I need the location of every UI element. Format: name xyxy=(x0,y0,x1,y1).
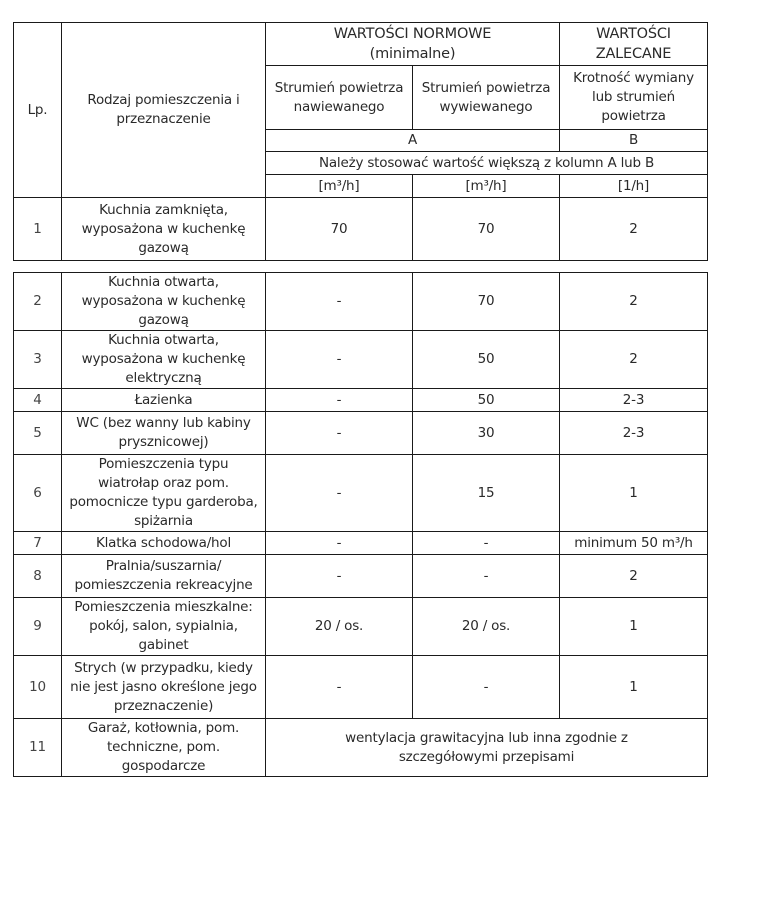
table-row xyxy=(14,273,708,331)
cell-exhaust: 50 xyxy=(413,331,560,389)
header-note: Należy stosować wartość większą z kolumn A lub B xyxy=(266,152,708,175)
cell-exchange: minimum 50 m³/h xyxy=(560,532,708,555)
cell-room: Garaż, kotłownia, pom. techniczne, pom. gospodarcze xyxy=(62,719,266,777)
table-row xyxy=(14,198,708,261)
table-row xyxy=(14,555,708,598)
cell-exhaust: 70 xyxy=(413,198,560,261)
normative-title: WARTOŚCI NORMOWE xyxy=(333,26,492,42)
cell-exhaust: 20 / os. xyxy=(413,598,560,656)
cell-room: Kuchnia otwarta, wyposażona w kuchenkę gazową xyxy=(62,273,266,331)
cell-room: Pomieszczenia typu wiatrołap oraz pom. pomocnicze typu garderoba, spiżarnia xyxy=(62,455,266,532)
header-col-a: A xyxy=(266,130,560,152)
cell-supply: - xyxy=(266,389,413,412)
cell-room: Łazienka xyxy=(62,389,266,412)
cell-room: WC (bez wanny lub kabiny prysznicowej) xyxy=(62,412,266,455)
unit-exhaust: [m³/h] xyxy=(413,175,560,198)
cell-exchange: 2 xyxy=(560,555,708,598)
table-row xyxy=(14,656,708,719)
cell-room: Pralnia/suszarnia/ pomieszczenia rekreacyjne xyxy=(62,555,266,598)
unit-exchange: [1/h] xyxy=(560,175,708,198)
cell-exchange: 2-3 xyxy=(560,389,708,412)
cell-merged: wentylacja grawitacyjna lub inna zgodnie z szczegółowymi przepisami xyxy=(266,719,708,777)
cell-lp: 6 xyxy=(14,455,62,532)
cell-lp: 4 xyxy=(14,389,62,412)
table-row xyxy=(14,719,708,777)
cell-supply: - xyxy=(266,455,413,532)
cell-exhaust: 15 xyxy=(413,455,560,532)
header-exchange: Krotność wymiany lub strumień powietrza xyxy=(560,66,708,130)
cell-lp: 10 xyxy=(14,656,62,719)
cell-exhaust: - xyxy=(413,532,560,555)
cell-supply: - xyxy=(266,532,413,555)
unit-supply: [m³/h] xyxy=(266,175,413,198)
cell-exchange: 2-3 xyxy=(560,412,708,455)
cell-exchange: 2 xyxy=(560,273,708,331)
cell-supply: - xyxy=(266,412,413,455)
cell-lp: 11 xyxy=(14,719,62,777)
header-supply: Strumień powietrza nawiewanego xyxy=(266,66,413,130)
header-room-type: Rodzaj pomieszczenia i przeznaczenie xyxy=(62,23,266,198)
table-row xyxy=(14,389,708,412)
cell-exchange: 2 xyxy=(560,198,708,261)
cell-lp: 7 xyxy=(14,532,62,555)
cell-exchange: 1 xyxy=(560,598,708,656)
cell-lp: 2 xyxy=(14,273,62,331)
cell-lp: 5 xyxy=(14,412,62,455)
table-row xyxy=(14,532,708,555)
header-lp: Lp. xyxy=(14,23,62,198)
table-row xyxy=(14,598,708,656)
cell-supply: - xyxy=(266,273,413,331)
table-row xyxy=(14,331,708,389)
cell-lp: 1 xyxy=(14,198,62,261)
header-col-b: B xyxy=(560,130,708,152)
cell-exhaust: - xyxy=(413,656,560,719)
table-row xyxy=(14,412,708,455)
table-row xyxy=(14,455,708,532)
cell-exhaust: - xyxy=(413,555,560,598)
cell-exhaust: 50 xyxy=(413,389,560,412)
cell-exchange: 1 xyxy=(560,656,708,719)
cell-room: Kuchnia zamknięta, wyposażona w kuchenkę gazową xyxy=(62,198,266,261)
normative-sub: (minimalne) xyxy=(369,46,456,62)
header-normative xyxy=(266,23,560,66)
cell-supply: 70 xyxy=(266,198,413,261)
cell-supply: - xyxy=(266,656,413,719)
ventilation-table-header xyxy=(13,22,708,261)
cell-room: Kuchnia otwarta, wyposażona w kuchenkę elektryczną xyxy=(62,331,266,389)
cell-lp: 3 xyxy=(14,331,62,389)
cell-lp: 8 xyxy=(14,555,62,598)
cell-room: Klatka schodowa/hol xyxy=(62,532,266,555)
header-exhaust: Strumień powietrza wywiewanego xyxy=(413,66,560,130)
cell-lp: 9 xyxy=(14,598,62,656)
cell-supply: - xyxy=(266,555,413,598)
cell-room: Strych (w przypadku, kiedy nie jest jasno określone jego przeznaczenie) xyxy=(62,656,266,719)
cell-supply: 20 / os. xyxy=(266,598,413,656)
cell-exchange: 2 xyxy=(560,331,708,389)
cell-room: Pomieszczenia mieszkalne: pokój, salon, sypialnia, gabinet xyxy=(62,598,266,656)
ventilation-table-body xyxy=(13,272,708,777)
cell-exhaust: 30 xyxy=(413,412,560,455)
cell-exchange: 1 xyxy=(560,455,708,532)
cell-supply: - xyxy=(266,331,413,389)
cell-exhaust: 70 xyxy=(413,273,560,331)
header-recommended: WARTOŚCI ZALECANE xyxy=(560,23,708,66)
